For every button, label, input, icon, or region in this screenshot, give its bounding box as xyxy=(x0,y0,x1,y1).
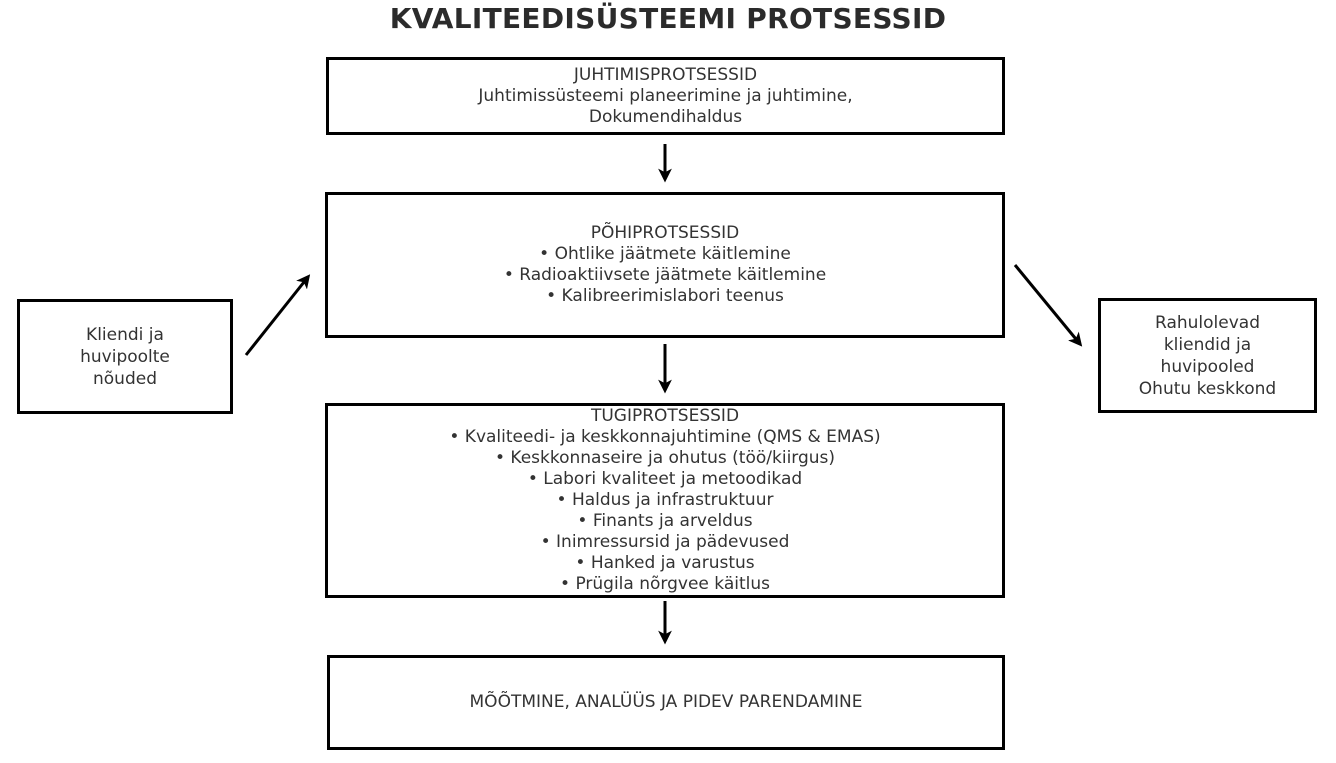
box-rahulolevad-kliendid-line: kliendid ja xyxy=(1163,334,1252,355)
arrow-input-to-core xyxy=(246,277,308,355)
box-rahulolevad-kliendid-line: Ohutu keskkond xyxy=(1138,378,1277,399)
box-kliendi-nouded-line: huvipoolte xyxy=(80,346,170,367)
page-title: KVALITEEDISÜSTEEMI PROTSESSID xyxy=(389,2,947,35)
box-mootmine xyxy=(327,655,1005,750)
box-rahulolevad-kliendid-line: huvipooled xyxy=(1160,356,1255,377)
box-pohiprotsessid xyxy=(325,192,1005,338)
box-kliendi-nouded-line: Kliendi ja xyxy=(86,324,164,345)
box-juhtimisprotsessid xyxy=(326,57,1005,135)
box-tugiprotsessid-item: • Hanked ja varustus xyxy=(575,553,754,574)
box-tugiprotsessid-item: • Finants ja arveldus xyxy=(577,511,752,532)
box-mootmine-title: MÕÕTMINE, ANALÜÜS JA PIDEV PARENDAMINE xyxy=(469,692,863,712)
box-juhtimisprotsessid-title: JUHTIMISPROTSESSID xyxy=(573,64,758,85)
box-juhtimisprotsessid-line: Dokumendihaldus xyxy=(588,106,743,127)
box-tugiprotsessid-title: TUGIPROTSESSID xyxy=(590,406,740,426)
arrow-core-to-output xyxy=(1015,265,1080,344)
box-pohiprotsessid-item: • Kalibreerimislabori teenus xyxy=(546,286,784,307)
box-tugiprotsessid-item: • Inimressursid ja pädevused xyxy=(541,532,790,553)
box-pohiprotsessid-item: • Radioaktiivsete jäätmete käitlemine xyxy=(504,265,826,286)
box-juhtimisprotsessid-line: Juhtimissüsteemi planeerimine ja juhtimine, xyxy=(478,85,853,106)
box-pohiprotsessid-title: PÕHIPROTSESSID xyxy=(590,223,740,243)
box-kliendi-nouded-line: nõuded xyxy=(93,368,157,389)
box-tugiprotsessid-item: • Kvaliteedi- ja keskkonnajuhtimine (QMS & EMAS) xyxy=(449,427,880,448)
box-tugiprotsessid-item: • Haldus ja infrastruktuur xyxy=(557,490,774,511)
box-rahulolevad-kliendid xyxy=(1098,298,1317,413)
box-tugiprotsessid-item: • Labori kvaliteet ja metoodikad xyxy=(528,469,802,490)
box-rahulolevad-kliendid-line: Rahulolevad xyxy=(1155,312,1260,333)
box-pohiprotsessid-item: • Ohtlike jäätmete käitlemine xyxy=(539,244,791,265)
box-tugiprotsessid-item: • Keskkonnaseire ja ohutus (töö/kiirgus) xyxy=(495,448,835,469)
box-tugiprotsessid xyxy=(325,403,1005,598)
box-kliendi-nouded xyxy=(17,299,233,414)
box-tugiprotsessid-item: • Prügila nõrgvee käitlus xyxy=(560,574,770,595)
